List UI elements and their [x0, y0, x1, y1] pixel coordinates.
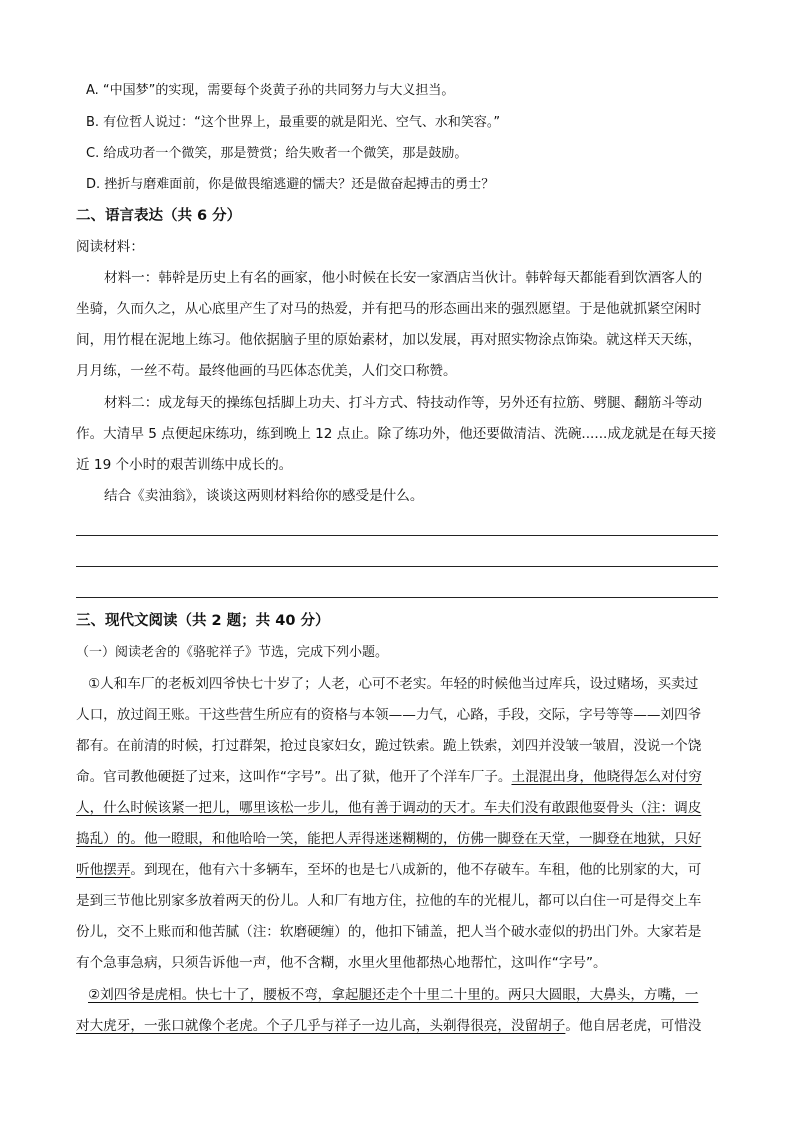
material1-line: 间，用竹棍在泥地上练习。他依据脑子里的原始素材，加以发展，再对照实物涂点饰染。就这样天天练，: [76, 332, 702, 348]
underlined-passage-line: 捣乱）的。他一瞪眼，和他哈哈一笑，能把人弄得迷迷糊糊的，仿佛一脚登在天堂，一脚登在地狱，只好: [76, 831, 702, 847]
passage-line: 有个急事急病，只须告诉他一声，他不含糊，水里火里他都热心地帮忙，这叫作“字号”。: [76, 955, 607, 971]
answer-line[interactable]: [76, 597, 718, 598]
section2-heading: 二、语言表达（共 6 分）: [76, 208, 242, 224]
material1-line: 月月练，一丝不苟。最终他画的马匹体态优美，人们交口称赞。: [76, 363, 457, 379]
option-d: D. 挫折与磨难面前，你是做畏缩逃避的懦夫？还是做奋起搏击的勇士？: [86, 177, 495, 192]
option-c: C. 给成功者一个微笑，那是赞赏；给失败者一个微笑，那是鼓励。: [86, 146, 468, 161]
underlined-text: 听他摆弄: [76, 862, 131, 878]
material2-line: 作。大清早 5 点便起床练功，练到晚上 12 点止。除了练功外，他还要做清洁、洗碗......成龙就是在每天接: [76, 426, 717, 442]
passage-line: 是到三节他比别家多放着两天的份儿。人和厂有地方住，拉他的车的光棍儿，都可以白住一可是得交上车: [76, 893, 702, 909]
answer-line[interactable]: [76, 535, 718, 536]
section2-intro: 阅读材料：: [76, 239, 144, 255]
option-b: B. 有位哲人说过：“这个世界上，最重要的就是阳光、空气、水和笑容。”: [86, 115, 501, 130]
passage-line: 人口，放过阎王账。干这些营生所应有的资格与本领——力气，心路，手段，交际，字号等等——刘四爷: [76, 707, 702, 723]
material2-line: 近 19 个小时的艰苦训练中成长的。: [76, 457, 293, 473]
section3-heading: 三、现代文阅读（共 2 题；共 40 分）: [76, 613, 330, 629]
underlined-passage-line: 人，什么时候该紧一把儿，哪里该松一步儿，他有善于调动的天才。车夫们没有敢跟他耍骨头（注：调皮: [76, 800, 702, 816]
passage-line: 都有。在前清的时候，打过群架，抢过良家妇女，跪过铁索。跪上铁索，刘四并没皱一皱眉，没说一个饶: [76, 738, 702, 754]
passage-text: 。到现在，他有六十多辆车，至坏的也是七八成新的，他不存破车。车租，他的比别家的大，可: [130, 862, 702, 878]
passage-text: 命。官司教他硬挺了过来，这叫作“字号”。出了狱，他开了个洋车厂子。: [76, 769, 512, 785]
material1-line: 坐骑，久而久之，从心底里产生了对马的热爱，并有把马的形态画出来的强烈愿望。于是他就抓紧空闲时: [76, 301, 702, 317]
underlined-text: 对大虎牙，一张口就像个老虎。个子几乎与祥子一边儿高，头剃得很亮，没留胡子: [76, 1018, 566, 1034]
section3-subheading: （一）阅读老舍的《骆驼祥子》节选，完成下列小题。: [76, 645, 389, 660]
passage-line: 份儿，交不上账而和他苦腻（注：软磨硬缠）的，他扣下铺盖，把人当个破水壶似的扔出门外。大家若是: [76, 924, 702, 940]
passage-line: [76, 860, 701, 880]
material2-line: 材料二：成龙每天的操练包括脚上功夫、打斗方式、特技动作等，另外还有拉筋、劈腿、翻筋斗等动: [104, 395, 703, 411]
material1-line: 材料一：韩幹是历史上有名的画家，他小时候在长安一家酒店当伙计。韩幹每天都能看到饮酒客人的: [104, 270, 703, 286]
passage-text: 。他自居老虎，可惜没: [565, 1018, 702, 1034]
passage-line: ①人和车厂的老板刘四爷快七十岁了；人老，心可不老实。年轻的时候他当过库兵，设过赌场，买卖过: [88, 676, 699, 692]
answer-line[interactable]: [76, 566, 718, 567]
section2-question: 结合《卖油翁》，谈谈这两则材料给你的感受是什么。: [104, 488, 424, 504]
passage-line: [76, 1016, 701, 1036]
passage-line: [76, 767, 702, 787]
underlined-text: 土混混出身，他晓得怎么对付穷: [511, 769, 702, 785]
underlined-passage-line: ②刘四爷是虎相。快七十了，腰板不弯，拿起腿还走个十里二十里的。两只大圆眼，大鼻头，方嘴，一: [88, 987, 699, 1003]
option-a: A. “中国梦”的实现，需要每个炎黄子孙的共同努力与大义担当。: [86, 83, 455, 98]
